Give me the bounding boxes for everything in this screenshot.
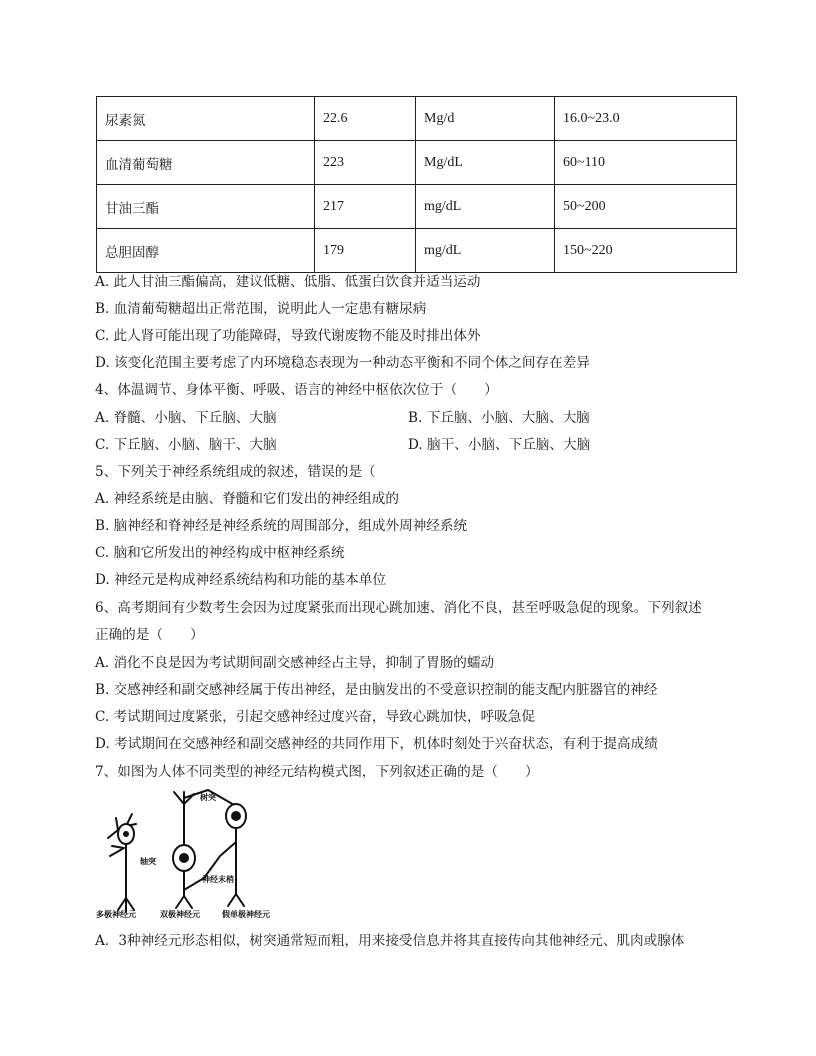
label-dendrite: 树突: [200, 793, 216, 802]
item-reference-range: 60~110: [555, 141, 737, 185]
label-axon: 轴突: [140, 857, 156, 866]
q5-option-d: D. 神经元是构成神经系统结构和功能的基本单位: [95, 572, 386, 588]
q6-option-b: B. 交感神经和副交感神经属于传出神经，是由脑发出的不受意识控制的能支配内脏器官的神经: [95, 682, 658, 698]
item-value: 179: [315, 229, 416, 273]
q4-option-d: D. 脑干、小脑、下丘脑、大脑: [408, 437, 591, 453]
item-unit: mg/dL: [416, 229, 555, 273]
table-row: [97, 141, 737, 185]
item-reference-range: 16.0~23.0: [555, 97, 737, 141]
table-row: [97, 229, 737, 273]
q5-stem: 5、下列关于神经系统组成的叙述，错误的是（: [95, 464, 376, 480]
q5-option-b: B. 脑神经和脊神经是神经系统的周围部分，组成外周神经系统: [95, 518, 468, 534]
label-multipolar-neuron: 多极神经元: [96, 910, 136, 919]
item-unit: Mg/d: [416, 97, 555, 141]
q3-option-d: D. 该变化范围主要考虑了内环境稳态表现为一种动态平衡和不同个体之间存在差异: [95, 355, 590, 371]
label-pseudounipolar-neuron: 假单极神经元: [222, 910, 270, 919]
label-bipolar-neuron: 双极神经元: [160, 910, 200, 919]
item-value: 223: [315, 141, 416, 185]
q6-stem-line2: 正确的是（ ）: [95, 627, 204, 643]
item-name: 血清葡萄糖: [97, 141, 315, 185]
q6-stem-line1: 6、高考期间有少数考生会因为过度紧张而出现心跳加速、消化不良，甚至呼吸急促的现象。下列叙述: [95, 600, 702, 616]
item-name: 甘油三酯: [97, 185, 315, 229]
item-name: 尿素氮: [97, 97, 315, 141]
q6-option-c: C. 考试期间过度紧张，引起交感神经过度兴奋，导致心跳加快，呼吸急促: [95, 709, 535, 725]
lab-results-table: [96, 96, 737, 273]
item-unit: mg/dL: [416, 185, 555, 229]
q4-option-c: C. 下丘脑、小脑、脑干、大脑: [95, 437, 277, 453]
q4-stem: 4、体温调节、身体平衡、呼吸、语言的神经中枢依次位于（ ）: [95, 382, 498, 398]
item-name: 总胆固醇: [97, 229, 315, 273]
q5-option-c: C. 脑和它所发出的神经构成中枢神经系统: [95, 545, 345, 561]
neuron-diagram: [96, 786, 286, 920]
table-row: [97, 97, 737, 141]
q7-stem: 7、如图为人体不同类型的神经元结构模式图，下列叙述正确的是（ ）: [95, 764, 539, 780]
q5-option-a: A. 神经系统是由脑、脊髓和它们发出的神经组成的: [95, 491, 399, 507]
item-value: 217: [315, 185, 416, 229]
item-reference-range: 50~200: [555, 185, 737, 229]
q3-option-b: B. 血清葡萄糖超出正常范围，说明此人一定患有糖尿病: [95, 301, 427, 317]
q4-option-b: B. 下丘脑、小脑、大脑、大脑: [408, 410, 590, 426]
q3-option-c: C. 此人肾可能出现了功能障碍，导致代谢废物不能及时排出体外: [95, 328, 481, 344]
q4-option-a: A. 脊髓、小脑、下丘脑、大脑: [95, 410, 277, 426]
q6-option-a: A. 消化不良是因为考试期间副交感神经占主导，抑制了胃肠的蠕动: [95, 655, 495, 671]
label-nerve-ending: 神经末梢: [202, 875, 234, 884]
table-row: [97, 185, 737, 229]
q3-option-a: A. 此人甘油三酯偏高，建议低糖、低脂、低蛋白饮食并适当运动: [95, 274, 481, 290]
item-value: 22.6: [315, 97, 416, 141]
neuron-types-figure: [96, 786, 286, 920]
item-reference-range: 150~220: [555, 229, 737, 273]
q6-option-d: D. 考试期间在交感神经和副交感神经的共同作用下，机体时刻处于兴奋状态，有利于提高成绩: [95, 736, 658, 752]
item-unit: Mg/dL: [416, 141, 555, 185]
q7-option-a: A．3种神经元形态相似，树突通常短而粗，用来接受信息并将其直接传向其他神经元、肌肉或腺体: [95, 933, 685, 949]
